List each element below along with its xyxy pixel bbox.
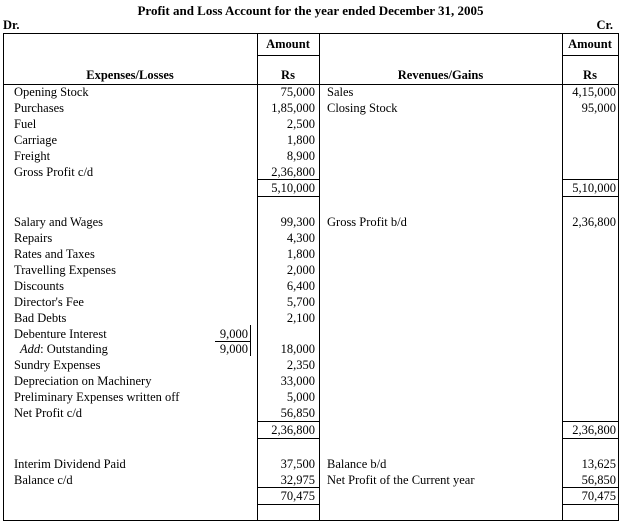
app-total-rule-bottom-left [257, 504, 319, 505]
pl-left-4-amount: 6,400 [286, 279, 315, 293]
app-right-0-amount: 13,625 [581, 457, 616, 471]
pl-total-rule-bottom-left [257, 438, 319, 439]
table-bottom-border [3, 520, 618, 521]
trading-left-3-amount: 1,800 [286, 133, 315, 147]
outstanding-label: : Outstanding [40, 342, 108, 356]
pl-left-12-amount: 56,850 [280, 406, 315, 420]
pl-left-0-amount: 99,300 [280, 215, 315, 229]
pl-left-11-amount: 5,000 [286, 390, 315, 404]
trading-total-left: 5,10,000 [271, 181, 315, 195]
header-underline-left [257, 55, 319, 56]
trading-right-0-amount: 4,15,000 [572, 85, 616, 99]
pl-total-left: 2,36,800 [271, 423, 315, 437]
app-right-1-amount: 56,850 [581, 473, 616, 487]
pl-left-10-amount: 33,000 [280, 374, 315, 388]
debit-amount-divider-right [319, 33, 320, 521]
pl-left-6-amount: 2,100 [286, 311, 315, 325]
pl-total-rule-bottom-right [562, 438, 618, 439]
debit-rs-header: Rs [281, 68, 295, 82]
revenues-header: Revenues/Gains [397, 68, 484, 82]
trading-left-2-label: Fuel [14, 117, 37, 131]
credit-rs-header: Rs [583, 68, 597, 82]
pl-left-2-amount: 1,800 [286, 247, 315, 261]
trading-left-3-label: Carriage [14, 133, 58, 147]
trading-left-2-amount: 2,500 [286, 117, 315, 131]
pl-right-0-label: Gross Profit b/d [327, 215, 407, 229]
pl-left-0-label: Salary and Wages [14, 215, 104, 229]
trading-total-rule-bottom-left [257, 196, 319, 197]
app-total-left: 70,475 [280, 489, 315, 503]
trading-left-5-amount: 2,36,800 [271, 165, 315, 179]
pl-left-11-label: Preliminary Expenses written off [14, 390, 180, 404]
trading-left-1-label: Purchases [14, 101, 64, 115]
pl-left-5-label: Director's Fee [14, 295, 84, 309]
pl-left-6-label: Bad Debts [14, 311, 67, 325]
pl-left-9-label: Sundry Expenses [14, 358, 101, 372]
expenses-header: Expenses/Losses [86, 68, 174, 82]
pl-left-1-amount: 4,300 [286, 231, 315, 245]
pl-left-8-amount: 18,000 [280, 342, 315, 356]
debit-amount-header: Amount [266, 37, 310, 51]
app-total-rule-bottom-right [562, 504, 618, 505]
trading-total-rule-bottom-right [562, 196, 618, 197]
statement-title: Profit and Loss Account for the year ended December 31, 2005 [137, 3, 484, 18]
trading-right-1-amount: 95,000 [581, 101, 616, 115]
app-right-1-label: Net Profit of the Current year [327, 473, 475, 487]
pl-left-7-sub: 9,000 [219, 327, 248, 341]
pl-left-5-amount: 5,700 [286, 295, 315, 309]
pl-left-4-label: Discounts [14, 279, 64, 293]
app-left-0-label: Interim Dividend Paid [14, 457, 126, 471]
pl-left-10-label: Depreciation on Machinery [14, 374, 152, 388]
pl-left-3-label: Travelling Expenses [14, 263, 116, 277]
left-border [3, 33, 4, 521]
app-left-1-label: Balance c/d [14, 473, 73, 487]
pl-left-12-label: Net Profit c/d [14, 406, 83, 420]
trading-left-1-amount: 1,85,000 [271, 101, 315, 115]
pl-total-right: 2,36,800 [572, 423, 616, 437]
app-left-0-amount: 37,500 [280, 457, 315, 471]
credit-amount-header: Amount [568, 37, 612, 51]
trading-total-right: 5,10,000 [572, 181, 616, 195]
credit-label: Cr. [596, 18, 613, 32]
pl-left-8-sub: 9,000 [219, 342, 248, 356]
pl-left-1-label: Repairs [14, 231, 53, 245]
right-border [618, 33, 619, 521]
sub-amount-column-line [250, 325, 251, 356]
trading-left-0-label: Opening Stock [14, 85, 89, 99]
app-total-right: 70,475 [581, 489, 616, 503]
trading-left-4-amount: 8,900 [286, 149, 315, 163]
pl-left-7-label: Debenture Interest [14, 327, 107, 341]
trading-left-0-amount: 75,000 [280, 85, 315, 99]
pl-left-2-label: Rates and Taxes [14, 247, 95, 261]
debit-label: Dr. [3, 18, 20, 32]
trading-left-4-label: Freight [14, 149, 51, 163]
add-prefix: Add [20, 342, 41, 356]
app-right-0-label: Balance b/d [327, 457, 387, 471]
pl-left-3-amount: 2,000 [286, 263, 315, 277]
pl-left-9-amount: 2,350 [286, 358, 315, 372]
pl-right-0-amount: 2,36,800 [572, 215, 616, 229]
trading-right-0-label: Sales [327, 85, 354, 99]
trading-right-1-label: Closing Stock [327, 101, 398, 115]
header-underline-right [562, 55, 618, 56]
table-top-border [3, 33, 618, 34]
trading-left-5-label: Gross Profit c/d [14, 165, 94, 179]
app-left-1-amount: 32,975 [280, 473, 315, 487]
pl-left-8-label [20, 341, 108, 357]
